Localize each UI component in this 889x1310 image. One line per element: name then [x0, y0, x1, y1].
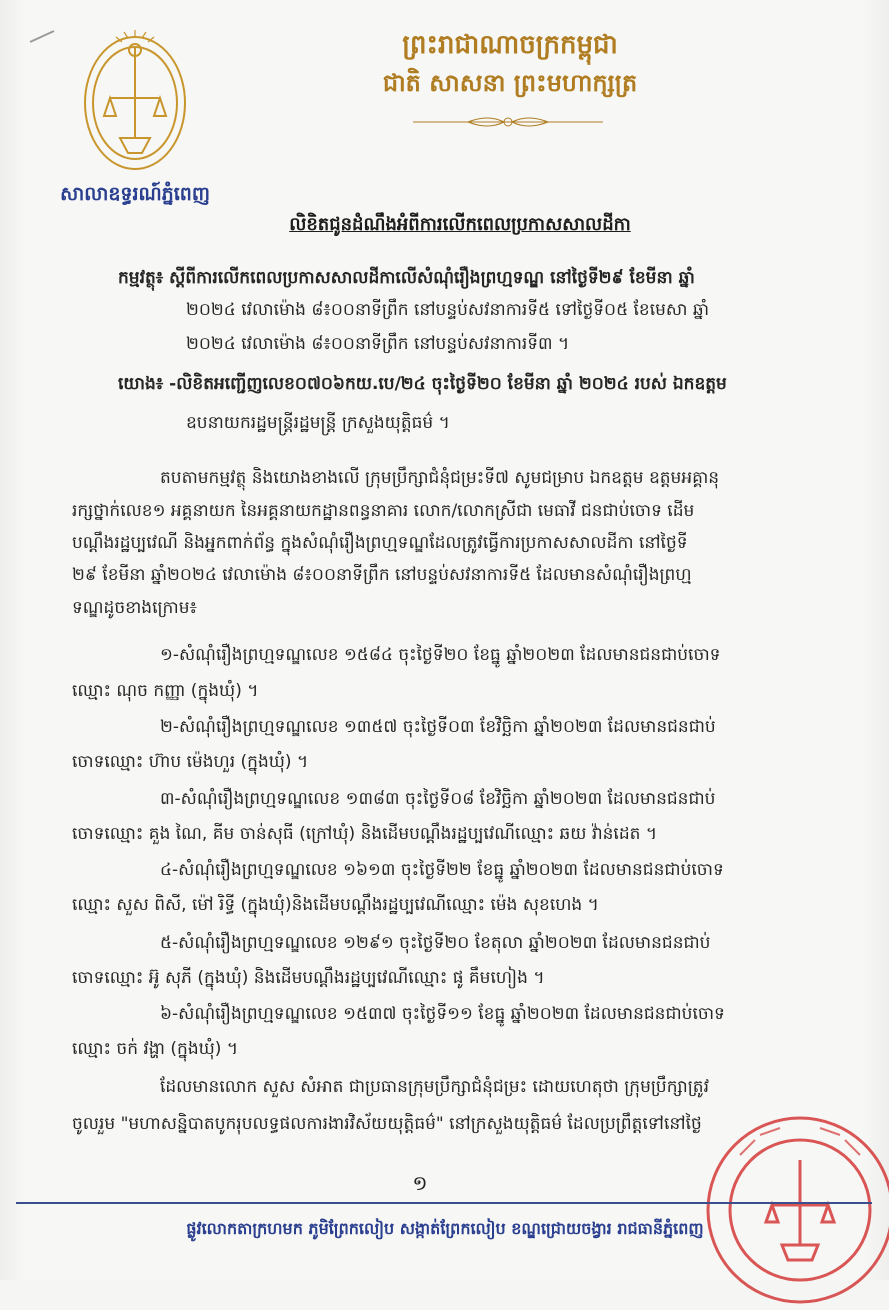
case-1-line-1: ១-សំណុំរឿងព្រហ្មទណ្ឌលេខ ១៥៨៤ ចុះថ្ងៃទី២០ ខែធ្នូ ឆ្នាំ២០២៣ ដែលមានជនជាប់ចោទ [160, 645, 721, 665]
subject-line-3: ២០២៤ វេលាម៉ោង ៨៖០០នាទីព្រឹក នៅបន្ទប់សវនាការទី៣ ។ [186, 334, 570, 354]
body-line-1: តបតាមកម្មវត្ថុ និងយោងខាងលើ ក្រុមប្រឹក្សាជំនុំជម្រះទី៧ សូមជម្រាប ឯកឧត្តម ឧត្តមអគ្គានុ [160, 468, 720, 488]
court-emblem-icon [80, 28, 190, 178]
court-name: សាលាឧទ្ធរណ៍ភ្នំពេញ [60, 183, 210, 205]
case-5-line-2: ចោទឈ្មោះ អ៊ូ សុភី (ក្នុងឃុំ) និងដើមបណ្តឹងរដ្ឋប្បវេណីឈ្មោះ ផូ គឹមហៀង ។ [72, 968, 545, 988]
body-line-4: ២៩ ខែមីនា ឆ្នាំ២០២៤ វេលាម៉ោង ៨៖០០នាទីព្រឹក នៅបន្ទប់សវនាការទី៥ ដែលមានសំណុំរឿងព្រហ្ម [72, 565, 692, 585]
kingdom-heading: ព្រះរាជាណាចក្រកម្ពុជា [402, 30, 618, 60]
case-2-line-2: ចោទឈ្មោះ ហ៊ាប ម៉េងហួរ (ក្នុងឃុំ) ។ [72, 752, 309, 772]
case-4-line-2: ឈ្មោះ សួស ពិសី, ម៉ៅ រិទ្ធី (ក្នុងឃុំ)និងដើមបណ្តឹងរដ្ឋប្បវេណីឈ្មោះ ម៉េង សុខហេង ។ [72, 895, 599, 915]
subject-line-2: ២០២៤ វេលាម៉ោង ៨៖០០នាទីព្រឹក នៅបន្ទប់សវនាការទី៥ ទៅថ្ងៃទី០៥ ខែមេសា ឆ្នាំ [186, 300, 710, 320]
closing-line-1: ដែលមានលោក សួស សំអាត ជាប្រធានក្រុមប្រឹក្សាជំនុំជម្រះ ដោយហេតុថា ក្រុមប្រឹក្សាត្រូវ [160, 1077, 709, 1097]
court-seal-stamp-icon [700, 1110, 889, 1310]
reference-line-1: យោង៖ -លិខិតអញ្ជើញលេខ០៧០៦កយ.បេ/២៤ ចុះថ្ងៃទី២០ ខែមីនា ឆ្នាំ ២០២៤ របស់ ឯកឧត្តម [118, 374, 727, 394]
case-3-line-1: ៣-សំណុំរឿងព្រហ្មទណ្ឌលេខ ១៣៨៣ ចុះថ្ងៃទី០៨ ខែវិច្ឆិកា ឆ្នាំ២០២៣ ដែលមានជនជាប់ [160, 789, 716, 809]
case-3-line-2: ចោទឈ្មោះ គួង ណៃ, គីម ចាន់សុធី (ក្រៅឃុំ) និងដើមបណ្តឹងរដ្ឋប្បវេណីឈ្មោះ ឆយ វ៉ាន់ដេត ។ [72, 824, 658, 844]
page-number: ១ [412, 1171, 428, 1195]
body-line-3: បណ្តឹងរដ្ឋប្បវេណី និងអ្នកពាក់ព័ន្ធ ក្នុងសំណុំរឿងព្រហ្មទណ្ឌដែលត្រូវធ្វើការប្រកាសសាលដីកា នៅថ្ងៃទី [72, 533, 688, 553]
closing-line-2: ចូលរួម "មហាសន្និបាតបូករុបលទ្ធផលការងារវិស័យយុត្តិធម៌" នៅក្រសួងយុត្តិធម៌ ដែលប្រព្រឹត្តទៅនៅថ្ងៃ [72, 1114, 702, 1134]
case-1-line-2: ឈ្មោះ ណុច កញ្ញា (ក្នុងឃុំ) ។ [72, 681, 259, 701]
body-line-5: ទណ្ឌដូចខាងក្រោម៖ [72, 598, 198, 618]
case-2-line-1: ២-សំណុំរឿងព្រហ្មទណ្ឌលេខ ១៣៥៧ ចុះថ្ងៃទី០៣ ខែវិច្ឆិកា ឆ្នាំ២០២៣ ដែលមានជនជាប់ [160, 717, 716, 737]
national-motto: ជាតិ សាសនា ព្រះមហាក្សត្រ [382, 68, 638, 97]
case-6-line-1: ៦-សំណុំរឿងព្រហ្មទណ្ឌលេខ ១៥៣៧ ចុះថ្ងៃទី១១ ខែធ្នូ ឆ្នាំ២០២៣ ដែលមានជនជាប់ចោទ [160, 1004, 725, 1024]
body-line-2: រក្សថ្នាក់លេខ១ អគ្គនាយក នៃអគ្គនាយកដ្ឋានពន្ធនាគារ លោក/លោកស្រីជា មេធាវី ជនជាប់ចោទ ដើម [72, 501, 695, 521]
staple-mark [28, 28, 58, 44]
ornament-divider-icon [408, 112, 608, 132]
document-title: លិខិតជូនដំណឹងអំពីការលើកពេលប្រកាសសាលដីកា [289, 214, 631, 235]
reference-line-2: ឧបនាយករដ្ឋមន្ត្រីរដ្ឋមន្ត្រី ក្រសួងយុត្តិធម៌ ។ [186, 413, 450, 433]
case-6-line-2: ឈ្មោះ ចក់ វង្ហា (ក្នុងឃុំ) ។ [72, 1039, 239, 1059]
footer-address: ផ្លូវលោកតាក្រហមក ភូមិព្រែកលៀប សង្កាត់ព្រែកលៀប ខណ្ឌជ្រោយចង្វារ រាជធានីភ្នំពេញ [186, 1219, 704, 1238]
footer-divider [16, 1202, 872, 1204]
case-4-line-1: ៤-សំណុំរឿងព្រហ្មទណ្ឌលេខ ១៦១៣ ចុះថ្ងៃទី២២ ខែធ្នូ ឆ្នាំ២០២៣ ដែលមានជនជាប់ចោទ [160, 860, 724, 880]
case-5-line-1: ៥-សំណុំរឿងព្រហ្មទណ្ឌលេខ ១២៩១ ចុះថ្ងៃទី២០ ខែតុលា ឆ្នាំ២០២៣ ដែលមានជនជាប់ [160, 933, 711, 953]
subject-line-1: កម្មវត្ថុ៖ ស្តីពីការលើកពេលប្រកាសសាលដីកាលើសំណុំរឿងព្រហ្មទណ្ឌ នៅថ្ងៃទី២៩ ខែមីនា ឆ្នាំ [118, 268, 695, 288]
